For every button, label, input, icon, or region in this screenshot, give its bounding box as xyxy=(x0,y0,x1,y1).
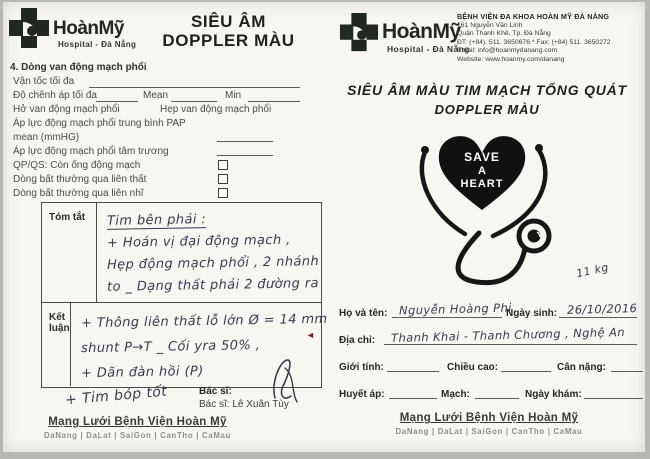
name-label: Họ và tên: xyxy=(339,308,388,319)
left-title-line2: DOPPLER MÀU xyxy=(162,31,295,50)
blank-mean xyxy=(171,90,217,102)
hospital-address2: Quận Thanh Khê, Tp. Đà Nẵng xyxy=(457,30,551,38)
gender-blank xyxy=(387,360,439,372)
doctor-label: Bác sĩ: xyxy=(199,386,232,397)
blank-mean-mmhg xyxy=(217,130,273,142)
handwritten-note: + Tim bóp tốt xyxy=(64,383,168,409)
hospital-contact-block xyxy=(457,13,643,65)
section-heading: 4. Dòng van động mạch phổi xyxy=(10,62,147,73)
summary-line: to _ Dạng thất phải 2 đường ra xyxy=(106,276,319,295)
weight-blank xyxy=(611,360,643,372)
badge-text-heart: HEART xyxy=(460,178,504,190)
dob-label: Ngày sinh: xyxy=(506,308,558,319)
summary-line: + Hoán vị đại động mạch , xyxy=(106,232,291,251)
field-label-asd-flow: Dòng bất thường qua liên nhĩ xyxy=(13,188,144,199)
brand-subtitle: Hospital - Đà Nẵng xyxy=(58,40,137,49)
footer-cities: DaNang | DaLat | SaiGon | CanTho | CaMau xyxy=(43,431,232,440)
footer-network: Mạng Lưới Bệnh Viện Hoàn Mỹ xyxy=(399,412,579,424)
field-label-mean-mmhg: mean (mmHG) xyxy=(13,132,80,143)
gender-label: Giới tính: xyxy=(339,362,384,373)
height-label: Chiều cao: xyxy=(447,362,499,373)
handwritten-dob: 26/10/2016 xyxy=(566,301,638,317)
left-footer xyxy=(15,416,260,440)
field-label-vsd-flow: Dòng bất thường qua liên thất xyxy=(13,174,147,185)
field-label-regurgitation: Hở van động mạch phổi xyxy=(13,104,120,115)
field-label-max-velocity: Vận tốc tối đa xyxy=(13,76,75,87)
conclusion-line: + Dãn đàn hồi (P) xyxy=(80,364,204,382)
paper-sheet xyxy=(3,2,645,452)
summary-line: Hẹp động mạch phổi , 2 nhánh xyxy=(106,254,320,273)
right-title-line1: SIÊU ÂM MÀU TIM MẠCH TỔNG QUÁT xyxy=(347,82,627,98)
hoan-my-cross-icon xyxy=(8,7,50,53)
hospital-email: Email: info@hoanmydanang.com xyxy=(457,47,558,55)
pulse-label: Mạch: xyxy=(441,389,470,400)
left-title-line1: SIÊU ÂM xyxy=(190,12,267,31)
field-label-pap: Áp lực động mạch phổi trung bình PAP xyxy=(13,118,186,129)
summary-line: Tim bên phải : xyxy=(106,212,207,229)
field-label-min: Min xyxy=(225,90,242,101)
footer-network: Mạng Lưới Bệnh Viện Hoàn Mỹ xyxy=(48,416,227,428)
right-title-line2: DOPPLER MÀU xyxy=(434,102,540,117)
blank-max-gradient xyxy=(96,90,138,102)
field-label-qpqs: QP/QS: Còn ống động mạch xyxy=(13,160,141,171)
hospital-website: Website: www.hoanmy.com/danang xyxy=(457,55,565,63)
brand-subtitle: Hospital - Đà Nẵng xyxy=(387,44,470,54)
hospital-address1: 161 Nguyễn Văn Linh xyxy=(457,21,523,29)
hospital-name: BỆNH VIỆN ĐA KHOA HOÀN MỸ ĐÀ NẴNG xyxy=(457,12,610,21)
footer-cities: DaNang | DaLat | SaiGon | CanTho | CaMau xyxy=(395,427,583,436)
field-label-stenosis: Hẹp van động mạch phổi xyxy=(160,104,272,115)
left-page xyxy=(3,2,328,454)
right-page xyxy=(329,2,645,454)
handwritten-address: Thanh Khai - Thanh Chương , Nghệ An xyxy=(390,324,626,346)
height-blank xyxy=(501,360,551,372)
blank-diastolic-pap xyxy=(217,144,273,156)
examdate-blank xyxy=(584,387,643,399)
handwritten-weight: 11 kg xyxy=(575,260,610,281)
weight-label: Cân nặng: xyxy=(557,362,606,373)
blank-max-velocity xyxy=(89,76,300,88)
bp-blank xyxy=(389,387,437,399)
checkbox-vsd-flow xyxy=(218,174,228,184)
save-a-heart-stethoscope-icon xyxy=(387,126,587,296)
badge-text-a: A xyxy=(478,165,486,177)
doctor-name: Bác sĩ: Lê Xuân Tùy xyxy=(199,399,289,410)
summary-row xyxy=(42,203,321,303)
badge-text-save: SAVE xyxy=(464,150,500,164)
brand-name: HoànMỹ xyxy=(382,20,461,43)
brand-name: HoànMỹ xyxy=(53,18,124,39)
pulse-blank xyxy=(475,387,519,399)
red-pen-mark: ◄ xyxy=(306,330,315,340)
conclusion-line: shunt P→T _ Cối yra 50% , xyxy=(80,338,260,357)
field-label-max-gradient: Độ chênh áp tối đa xyxy=(13,90,97,101)
checkbox-qpqs xyxy=(218,160,228,170)
blank-min xyxy=(248,90,300,102)
conclusion-label: Kết luận xyxy=(42,303,71,386)
hoan-my-cross-icon xyxy=(339,12,379,56)
summary-content xyxy=(97,203,321,302)
bp-label: Huyết áp: xyxy=(339,389,385,400)
checkbox-asd-flow xyxy=(218,188,228,198)
left-page-title xyxy=(141,12,316,50)
conclusion-line: + Thông liên thất lỗ lớn Ø = 14 mm xyxy=(80,311,328,332)
hospital-phone: ĐT: (+84). 511. 3650676 * Fax: (+84) 511. 3650272 xyxy=(457,38,611,46)
handwritten-name: Nguyễn Hoàng Phi xyxy=(398,300,512,318)
address-label: Địa chỉ: xyxy=(339,335,376,346)
field-label-mean: Mean xyxy=(143,90,169,101)
summary-label: Tóm tắt xyxy=(42,203,97,302)
right-footer xyxy=(359,412,619,436)
doctor-signature xyxy=(261,354,307,406)
field-label-diastolic-pap: Áp lực động mạch phổi tâm trương xyxy=(13,146,169,157)
examdate-label: Ngày khám: xyxy=(525,389,582,400)
